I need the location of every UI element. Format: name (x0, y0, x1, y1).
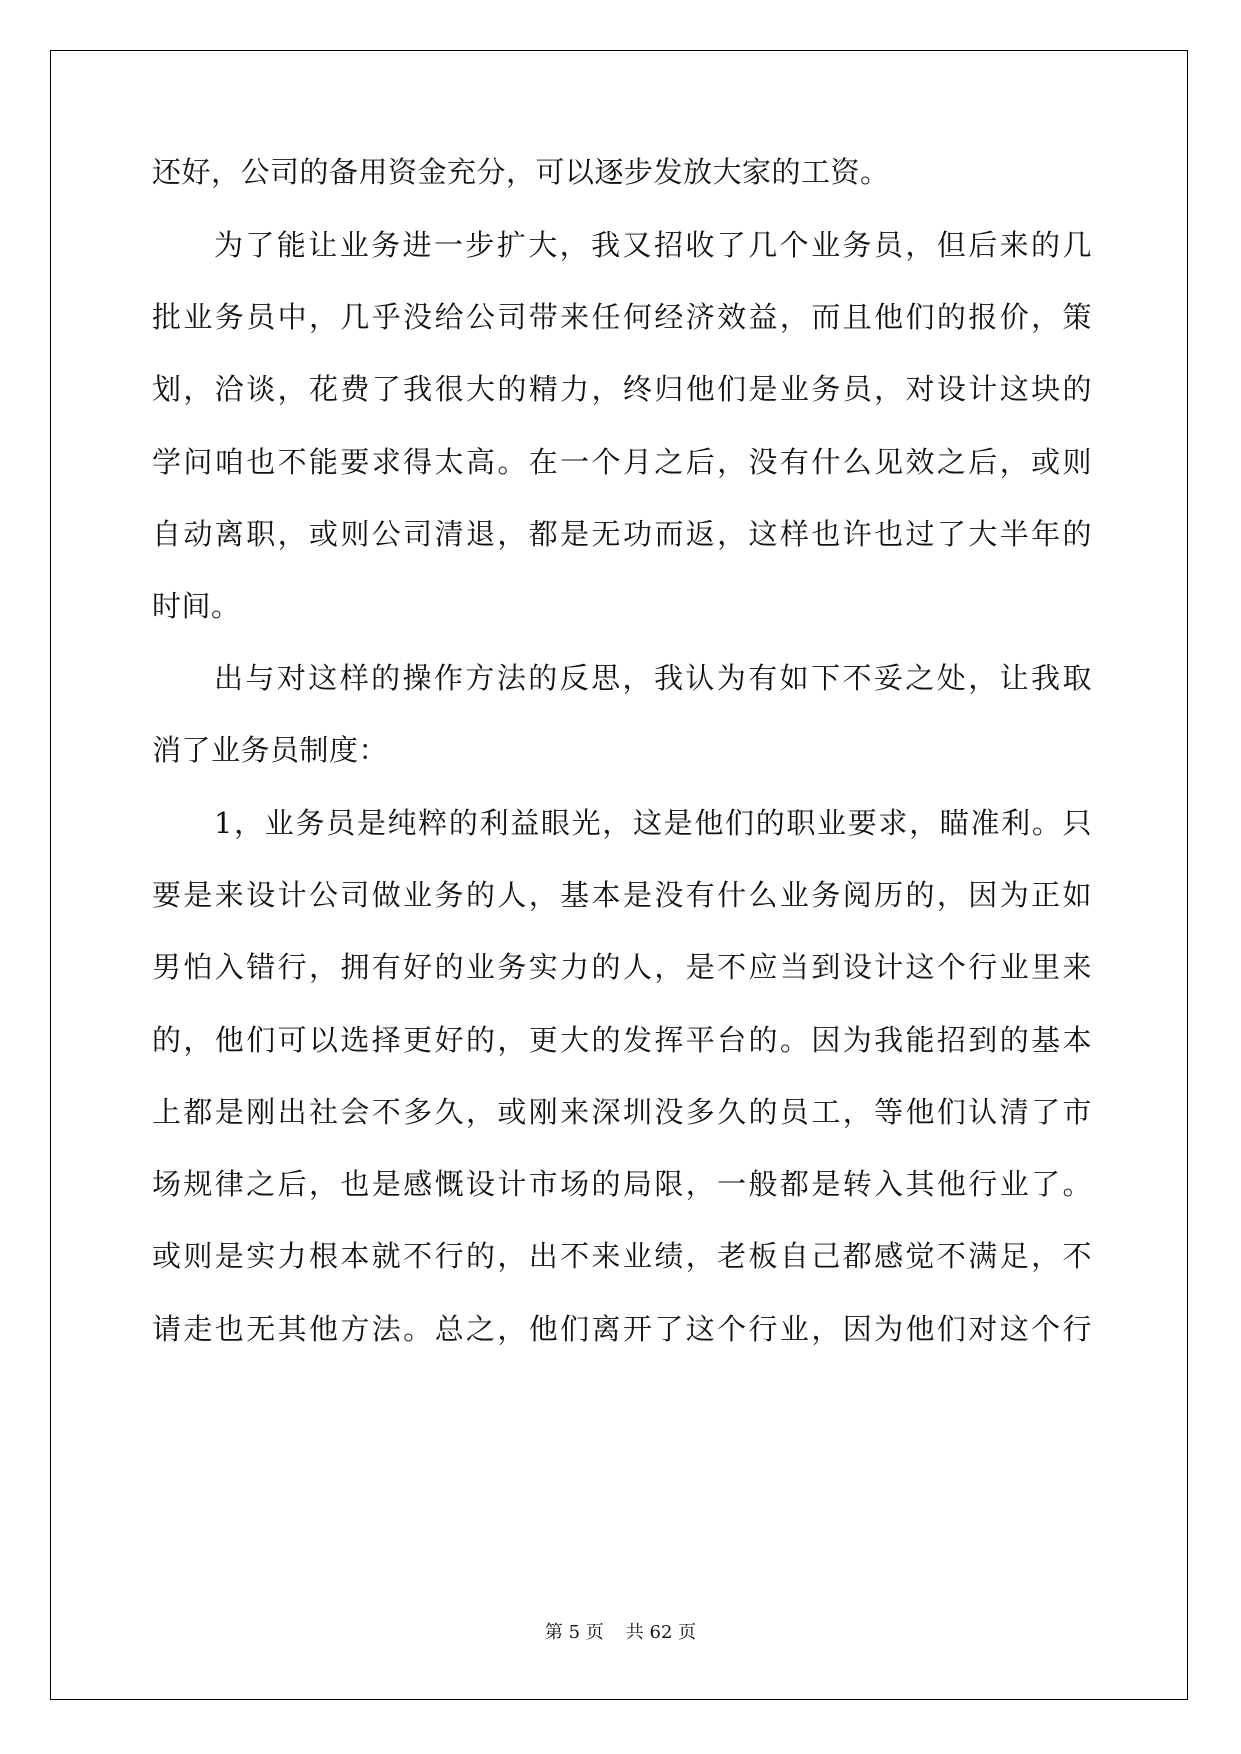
page-footer (0, 1618, 1241, 1644)
page-total: 共 62 页 (625, 1622, 697, 1643)
text-line: 自动离职，或则公司清退，都是无功而返，这样也许也过了大半年的 (152, 517, 1092, 551)
text-line: 批业务员中，几乎没给公司带来任何经济效益，而且他们的报价，策 (152, 300, 1092, 334)
page-number: 第 5 页 (544, 1622, 604, 1643)
text-line: 1，业务员是纯粹的利益眼光，这是他们的职业要求，瞄准利。只 (214, 806, 1092, 840)
text-line: 要是来设计公司做业务的人，基本是没有什么业务阅历的，因为正如 (152, 878, 1092, 912)
text-line: 出与对这样的操作方法的反思，我认为有如下不妥之处，让我取 (214, 661, 1092, 695)
text-line: 还好，公司的备用资金充分，可以逐步发放大家的工资。 (152, 155, 890, 189)
text-line: 的，他们可以选择更好的，更大的发挥平台的。因为我能招到的基本 (152, 1023, 1092, 1057)
text-line: 划，洽谈，花费了我很大的精力，终归他们是业务员，对设计这块的 (152, 372, 1092, 406)
text-line: 学问咱也不能要求得太高。在一个月之后，没有什么见效之后，或则 (152, 445, 1092, 479)
text-line: 时间。 (152, 589, 241, 623)
text-line: 上都是刚出社会不多久，或刚来深圳没多久的员工，等他们认清了市 (152, 1095, 1092, 1129)
text-line: 场规律之后，也是感慨设计市场的局限，一般都是转入其他行业了。 (152, 1167, 1092, 1201)
text-line: 请走也无其他方法。总之，他们离开了这个行业，因为他们对这个行 (152, 1312, 1092, 1346)
text-line: 男怕入错行，拥有好的业务实力的人，是不应当到设计这个行业里来 (152, 950, 1092, 984)
text-line: 或则是实力根本就不行的，出不来业绩，老板自己都感觉不满足，不 (152, 1239, 1092, 1273)
text-line: 消了业务员制度： (152, 733, 389, 767)
text-line: 为了能让业务进一步扩大，我又招收了几个业务员，但后来的几 (214, 228, 1092, 262)
